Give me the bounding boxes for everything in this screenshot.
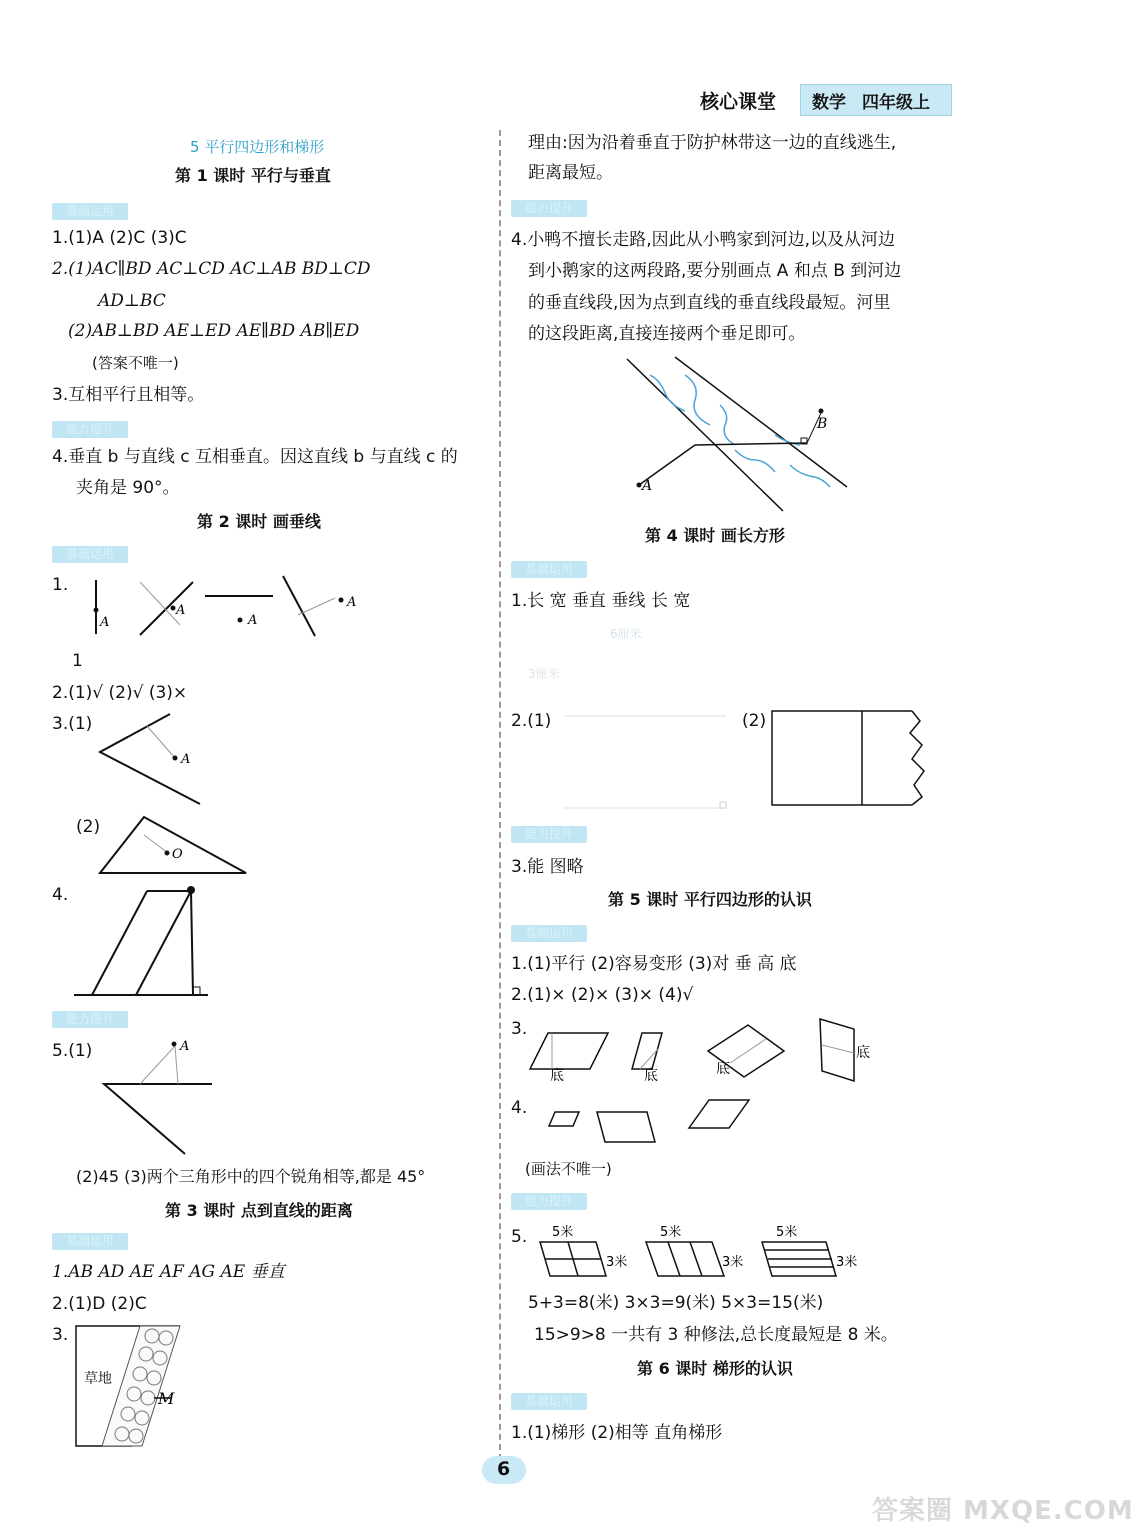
svg-text:底: 底 xyxy=(550,1068,564,1084)
svg-text:A: A xyxy=(181,752,191,767)
tag-basic: 基础运用 xyxy=(52,1233,128,1250)
tag-basic: 基础运用 xyxy=(511,925,587,942)
l5-q5: 5. xyxy=(511,1227,528,1247)
l2-q5-figure xyxy=(100,1036,220,1156)
tag-basic: 基础运用 xyxy=(52,203,128,220)
l4-q3: 3.能 图略 xyxy=(511,857,584,877)
l2-q1-extra: 1 xyxy=(72,651,83,671)
l3-q4b: 到小鹅家的这两段路,要分别画点 A 和点 B 到河边 xyxy=(528,261,902,281)
svg-text:5米: 5米 xyxy=(776,1225,798,1240)
svg-text:A: A xyxy=(347,595,357,610)
l5-calc: 5+3=8(米) 3×3=9(米) 5×3=15(米) xyxy=(528,1293,824,1313)
l3-q4c: 的垂直线段,因为点到直线的垂直线段最短。河里 xyxy=(528,293,891,313)
l4-faint2: 3厘米 xyxy=(528,667,560,681)
svg-text:B: B xyxy=(817,416,828,432)
l3-reason-b: 距离最短。 xyxy=(528,163,613,183)
svg-text:A: A xyxy=(100,615,110,630)
l5-q4-figures xyxy=(545,1096,765,1146)
tag-advanced: 能力提升 xyxy=(511,200,587,217)
tag-basic: 基础运用 xyxy=(52,546,128,563)
l2-q1-figures xyxy=(80,570,380,640)
svg-text:5米: 5米 xyxy=(552,1225,574,1240)
l3-grass-label: 草地 xyxy=(84,1371,112,1387)
svg-text:3米: 3米 xyxy=(722,1255,744,1270)
lesson3-title: 第 3 课时 点到直线的距离 xyxy=(165,1201,353,1220)
l2-q3-figure2 xyxy=(98,815,250,877)
l1-q2note: (答案不唯一) xyxy=(92,354,179,372)
svg-text:底: 底 xyxy=(716,1061,730,1077)
lesson6-title: 第 6 课时 梯形的认识 xyxy=(637,1359,793,1378)
tag-advanced: 能力提升 xyxy=(511,826,587,843)
l5-q2: 2.(1)× (2)× (3)× (4)√ xyxy=(511,985,694,1005)
l2-q4: 4. xyxy=(52,885,69,905)
tag-advanced: 能力提升 xyxy=(511,1193,587,1210)
l1-q2c: (2)AB⊥BD AE⊥ED AE∥BD AB∥ED xyxy=(68,321,360,341)
l1-q1: 1.(1)A (2)C (3)C xyxy=(52,228,187,248)
lesson5-title: 第 5 课时 平行四边形的认识 xyxy=(608,890,812,909)
l6-q1: 1.(1)梯形 (2)相等 直角梯形 xyxy=(511,1423,723,1443)
svg-text:A: A xyxy=(642,478,653,494)
l5-conclusion: 15>9>8 一共有 3 种修法,总长度最短是 8 米。 xyxy=(534,1325,898,1345)
svg-text:3米: 3米 xyxy=(606,1255,628,1270)
l4-q1: 1.长 宽 垂直 垂线 长 宽 xyxy=(511,591,691,611)
l1-q4a: 4.垂直 b 与直线 c 互相垂直。因这直线 b 与直线 c 的 xyxy=(52,447,458,467)
l2-q4-figure xyxy=(72,883,212,998)
l5-q1: 1.(1)平行 (2)容易变形 (3)对 垂 高 底 xyxy=(511,954,797,974)
l3-q1: 1.AB AD AE AF AG AE 垂直 xyxy=(52,1262,285,1282)
unit-title: 5 平行四边形和梯形 xyxy=(190,138,325,156)
l1-q2a: 2.(1)AC∥BD AC⊥CD AC⊥AB BD⊥CD xyxy=(52,259,371,279)
svg-text:O: O xyxy=(172,847,183,862)
svg-text:3米: 3米 xyxy=(836,1255,858,1270)
l2-q2: 2.(1)√ (2)√ (3)× xyxy=(52,683,188,703)
l2-q3a: 3.(1) xyxy=(52,714,93,734)
l5-q3: 3. xyxy=(511,1019,528,1039)
header xyxy=(700,84,950,114)
l1-q4b: 夹角是 90°。 xyxy=(76,478,180,498)
svg-text:底: 底 xyxy=(644,1068,658,1084)
l2-q3b: (2) xyxy=(76,817,101,837)
l5-q5-figures xyxy=(530,1222,870,1282)
tag-advanced: 能力提升 xyxy=(52,421,128,438)
l1-q3: 3.互相平行且相等。 xyxy=(52,385,205,405)
header-grade: 四年级上 xyxy=(862,93,930,113)
l3-q4-river-figure xyxy=(625,355,855,515)
watermark-logo: 答案圈 MXQE.COM xyxy=(872,1496,1134,1526)
l3-reason-a: 理由:因为沿着垂直于防护林带这一边的直线逃生, xyxy=(528,133,897,153)
l3-q4a: 4.小鸭不擅长走路,因此从小鸭家到河边,以及从河边 xyxy=(511,230,896,250)
l4-faint1: 6厘米 xyxy=(610,627,642,641)
l4-q2a: 2.(1) xyxy=(511,711,552,731)
svg-text:底: 底 xyxy=(856,1045,870,1061)
lesson4-title: 第 4 课时 画长方形 xyxy=(645,526,785,545)
tag-basic: 基础运用 xyxy=(511,561,587,578)
svg-text:A: A xyxy=(180,1039,190,1054)
l2-q5a: 5.(1) xyxy=(52,1041,93,1061)
l1-q2b: AD⊥BC xyxy=(98,291,166,311)
svg-text:M: M xyxy=(158,1389,175,1408)
tag-advanced: 能力提升 xyxy=(52,1011,128,1028)
l5-note: (画法不唯一) xyxy=(525,1160,612,1178)
l2-q5b: (2)45 (3)两个三角形中的四个锐角相等,都是 45° xyxy=(76,1167,426,1186)
tag-basic: 基础运用 xyxy=(511,1393,587,1410)
l3-q4d: 的这段距离,直接连接两个垂足即可。 xyxy=(528,324,806,344)
l5-q3-figures xyxy=(530,1015,880,1087)
svg-text:A: A xyxy=(176,603,186,618)
l4-q2-rect2 xyxy=(770,709,940,809)
l5-q4: 4. xyxy=(511,1098,528,1118)
l3-q2: 2.(1)D (2)C xyxy=(52,1294,147,1314)
svg-text:A: A xyxy=(248,613,258,628)
l4-q2-rect1 xyxy=(562,712,732,812)
l2-q1: 1. xyxy=(52,575,69,595)
column-divider xyxy=(499,130,501,1470)
lesson2-title: 第 2 课时 画垂线 xyxy=(197,512,321,531)
l3-q3: 3. xyxy=(52,1325,69,1345)
header-subject: 数学 xyxy=(812,93,846,113)
l4-q2b: (2) xyxy=(742,711,767,731)
lesson1-title: 第 1 课时 平行与垂直 xyxy=(175,166,331,185)
l2-q3-figure1 xyxy=(95,712,215,807)
page-number: 6 xyxy=(497,1458,511,1480)
header-title: 核心课堂 xyxy=(700,91,777,113)
svg-text:5米: 5米 xyxy=(660,1225,682,1240)
